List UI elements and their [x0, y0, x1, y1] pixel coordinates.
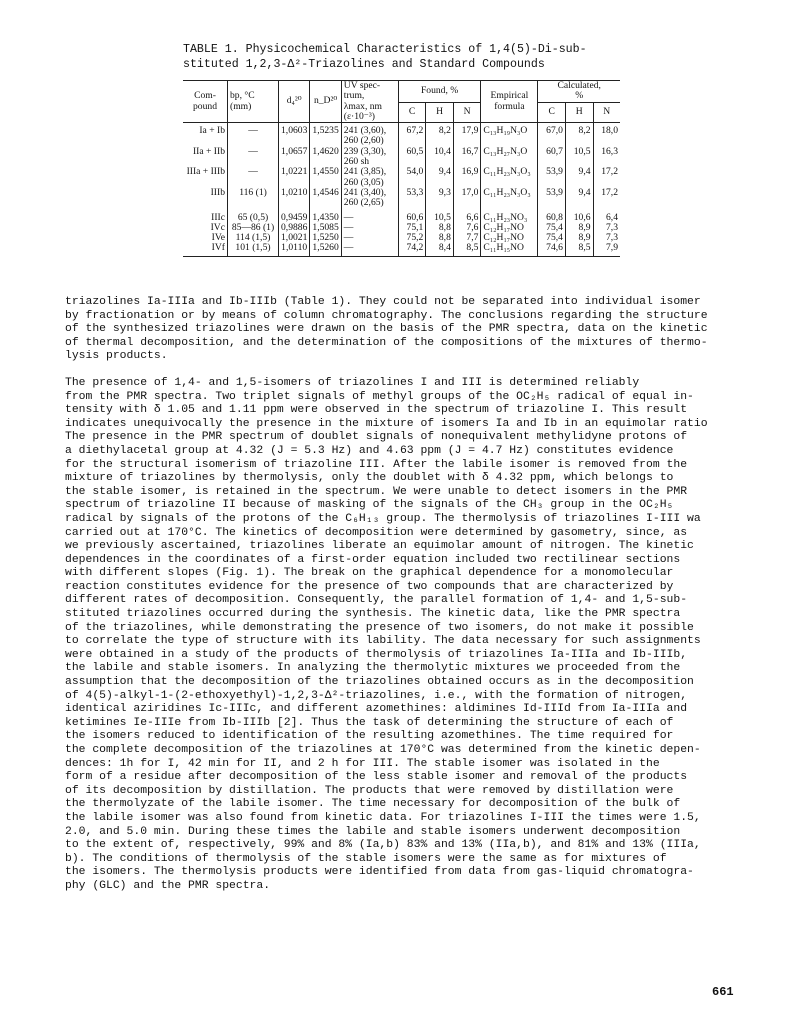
cell-found-c: 75,2 — [398, 233, 426, 243]
col-refractive-index: n_D²⁰ — [310, 81, 341, 123]
page-number: 661 — [712, 985, 734, 999]
cell-found-h: 8,8 — [426, 223, 454, 233]
cell-formula: C₁₁H₂₃NO₃ — [481, 209, 538, 223]
cell-found-h: 10,5 — [426, 209, 454, 223]
cell-compound: IIIc — [211, 211, 225, 223]
cell-calc-c: 75,4 — [538, 233, 566, 243]
cell-compound: Ia + Ib — [183, 123, 228, 147]
paragraph: The presence of 1,4- and 1,5-isomers of triazolines I and III is determined reliably from the PMR spectra. Two triplet signals of methyl groups of the OC₂H₅ radical of equal in- tensity with δ 1.05 and 1.11 ppm were observed in the spectrum of triazoline I. This result indicates unequivocally the presence in the mixture of isomers Ia and Ib in an equimolar ratio The presence in the PMR spectrum of doublet signals of nonequivalent methylidyne protons of a diethylacetal group at 4.32 (J = 5.3 Hz) and 4.63 ppm (J = 4.7 Hz) constitutes evidence for the structural isomerism of triazoline III. After the labile isomer is removed from the mixture of triazolines by thermolysis, only the doublet with δ 4.32 ppm, which belongs to the stable isomer, is retained in the spectrum. We were unable to detect isomers in the PMR spectrum of triazoline II because of masking of the signals of the CH₃ group in the OC₂H₅ radical by signals of the protons of the C₆H₁₃ group. The thermolysis of triazolines I-III wa carried out at 170°C. The kinetics of decomposition were determined by gasometry, since, as we previously ascertained, triazolines liberate an equimolar amount of nitrogen. The kinetic dependences in the coordinates of a first-order equation included two rectilinear sections with different slopes (Fig. 1). The break on the graphical dependence for a monomolecular reaction constitutes evidence for the presence of two compounds that are characterized by different rates of decomposition. Consequently, the parallel formation of 1,4- and 1,5-sub- stituted triazolines occurred during the synthesis. The kinetic data, like the PMR spectra of the triazolines, while demonstrating the presence of two isomers, do not make it possible to correlate the type of structure with its lability. The data necessary for such assignments were obtained in a study of the products of thermolysis of triazolines Ia-IIIa and Ib-IIIb, the labile and stable isomers. In analyzing the thermolytic mixtures we proceeded from the assumption that the decomposition of the triazolines obtained occurs as in the decomposition of 4(5)-alkyl-1-(2-ethoxyethyl)-1,2,3-Δ²-triazolines, i.e., with the formation of nitrogen, identical aziridines Ic-IIIc, and different azomethines: aldimines Id-IIId from Ia-IIIa and ketimines Ie-IIIe from Ib-IIIb [2]. Thus the task of determining the structure of each of the isomers reduced to identification of the resulting azomethines. The time required for the complete decomposition of the triazolines at 170°C was determined from the kinetic depen- dences: 1h for I, 42 min for II, and 2 h for III. The stable isomer was isolated in the form of a residue after decomposition of the less stable isomer and removal of the products of its decomposition by distillation. The products that were removed by distillation were the thermolyzate of the labile isomer. The time necessary for decomposition of the bulk of the labile isomer was also found from kinetic data. For triazolines I-III the times were 1.5, 2.0, and 5.0 min. During these times the labile and stable isomers underwent decomposition to the extent of, respectively, 99% and 8% (Ia,b) 83% and 13% (IIa,b), and 81% and 13% (IIIa, b). The conditions of thermolysis of the stable isomers were the same as for mixtures of the isomers. The thermolysis products were identified from data from gas-liquid chromatogra- phy (GLC) and the PMR spectra. — [65, 376, 708, 892]
cell-found-h: 10,4 — [426, 147, 454, 168]
col-found-c: C — [398, 102, 426, 123]
cell-calc-h: 10,6 — [565, 209, 593, 223]
table-row — [183, 167, 620, 188]
cell-found-n: 6,6 — [453, 209, 481, 223]
cell-density: 1,0221 — [279, 167, 310, 188]
cell-found-n: 16,7 — [453, 147, 481, 168]
cell-density: 0,9459 — [279, 209, 310, 223]
table-row — [183, 123, 620, 147]
cell-formula: C₁₂H₁₇NO — [481, 223, 538, 233]
cell-calc-n: 16,3 — [593, 147, 620, 168]
cell-calc-h: 9,4 — [565, 167, 593, 188]
cell-found-c: 53,3 — [398, 188, 426, 209]
cell-formula: C₁₁H₁₅NO — [481, 243, 538, 256]
cell-bp: 65 (0,5) — [228, 209, 279, 223]
cell-density: 1,0603 — [279, 123, 310, 147]
cell-found-c: 67,2 — [398, 123, 426, 147]
cell-uv: — — [341, 223, 398, 233]
cell-compound: IIIb — [210, 186, 225, 198]
cell-calc-h: 8,9 — [565, 223, 593, 233]
col-found: Found, % — [398, 81, 481, 103]
col-found-n: N — [453, 102, 481, 123]
col-calc-h: H — [565, 102, 593, 123]
col-density: d₄²⁰ — [279, 81, 310, 123]
cell-bp: 101 (1,5) — [228, 243, 279, 256]
col-calculated: Calculated, % — [538, 81, 620, 103]
cell-compound: IVf — [183, 243, 228, 256]
cell-formula: C₁₃H₁₉N₃O — [481, 123, 538, 147]
cell-calc-n: 6,4 — [593, 209, 620, 223]
cell-uv: — — [341, 209, 398, 223]
cell-found-n: 8,5 — [453, 243, 481, 256]
cell-found-h: 8,4 — [426, 243, 454, 256]
cell-bp: 114 (1,5) — [228, 233, 279, 243]
col-bp: bp, °C (mm) — [228, 81, 279, 123]
cell-found-n: 7,6 — [453, 223, 481, 233]
cell-formula: C₁₃H₂₇N₃O — [481, 147, 538, 168]
cell-calc-h: 8,2 — [565, 123, 593, 147]
cell-uv: 241 (3,85), 260 (3,05) — [341, 167, 398, 188]
cell-calc-h: 10,5 — [565, 147, 593, 168]
cell-found-h: 8,8 — [426, 233, 454, 243]
cell-calc-n: 17,2 — [593, 188, 620, 209]
cell-refractive-index: 1,5085 — [310, 223, 341, 233]
cell-found-h: 9,3 — [426, 188, 454, 209]
cell-uv: — — [341, 243, 398, 256]
cell-found-n: 7,7 — [453, 233, 481, 243]
cell-density: 1,0110 — [279, 243, 310, 256]
cell-bp: 116 (1) — [228, 188, 279, 209]
col-calc-c: C — [538, 102, 566, 123]
cell-density: 1,0021 — [279, 233, 310, 243]
cell-calc-h: 9,4 — [565, 188, 593, 209]
cell-found-c: 74,2 — [398, 243, 426, 256]
cell-found-n: 16,9 — [453, 167, 481, 188]
cell-calc-h: 8,9 — [565, 233, 593, 243]
cell-calc-c: 60,8 — [538, 209, 566, 223]
cell-uv: 239 (3,30), 260 sh — [341, 147, 398, 168]
cell-bp: — — [228, 167, 279, 188]
col-uv: UV spec- trum, λmax, nm (ε·10⁻³) — [341, 81, 398, 123]
col-found-h: H — [426, 102, 454, 123]
paragraph: triazolines Ia-IIIa and Ib-IIIb (Table 1). They could not be separated into individual isomer by fractionation or by means of column chromatography. The conclusions regarding the structure of the synthesized triazolines were drawn on the basis of the PMR spectra, data on the kinetic of thermal decomposition, and the determination of the compositions of the mixtures of thermo- lysis products. — [65, 296, 708, 363]
cell-calc-c: 67,0 — [538, 123, 566, 147]
cell-found-c: 75,1 — [398, 223, 426, 233]
cell-uv: 241 (3,40), 260 (2,65) — [341, 188, 398, 209]
cell-density: 1,0657 — [279, 147, 310, 168]
cell-found-c: 54,0 — [398, 167, 426, 188]
table-row — [183, 209, 620, 223]
table-caption: TABLE 1. Physicochemical Characteristics of 1,4(5)-Di-sub- stituted 1,2,3-Δ²-Triazolines and Standard Compounds — [183, 43, 587, 71]
cell-found-c: 60,5 — [398, 147, 426, 168]
cell-found-h: 8,2 — [426, 123, 454, 147]
cell-refractive-index: 1,5260 — [310, 243, 341, 256]
cell-formula: C₁₁H₂₃N₃O₃ — [481, 167, 538, 188]
cell-density: 0,9886 — [279, 223, 310, 233]
cell-formula: C₁₂H₁₇NO — [481, 233, 538, 243]
cell-compound: IVc — [210, 221, 225, 233]
cell-found-h: 9,4 — [426, 167, 454, 188]
cell-bp: — — [228, 123, 279, 147]
cell-bp: 85—86 (1) — [228, 223, 279, 233]
col-compound: Com- pound — [183, 81, 228, 123]
cell-calc-n: 7,3 — [593, 223, 620, 233]
body-text — [65, 296, 737, 894]
cell-calc-n: 17,2 — [593, 167, 620, 188]
cell-uv: 241 (3,60), 260 (2,60) — [341, 123, 398, 147]
cell-calc-c: 53,9 — [538, 188, 566, 209]
col-calc-n: N — [593, 102, 620, 123]
table-row — [183, 147, 620, 168]
cell-calc-c: 53,9 — [538, 167, 566, 188]
cell-compound: IVe — [211, 232, 225, 244]
data-table — [183, 80, 620, 257]
col-formula: Empirical formula — [481, 81, 538, 123]
cell-formula: C₁₁H₂₃N₃O₃ — [481, 188, 538, 209]
cell-calc-c: 74,6 — [538, 243, 566, 256]
table-row — [183, 188, 620, 209]
cell-uv: — — [341, 233, 398, 243]
cell-calc-h: 8,5 — [565, 243, 593, 256]
cell-refractive-index: 1,4350 — [310, 209, 341, 223]
cell-found-n: 17,9 — [453, 123, 481, 147]
cell-calc-n: 18,0 — [593, 123, 620, 147]
cell-refractive-index: 1,5235 — [310, 123, 341, 147]
cell-refractive-index: 1,4550 — [310, 167, 341, 188]
cell-refractive-index: 1,4546 — [310, 188, 341, 209]
cell-calc-c: 60,7 — [538, 147, 566, 168]
cell-bp: — — [228, 147, 279, 168]
table-row — [183, 243, 620, 256]
cell-refractive-index: 1,5250 — [310, 233, 341, 243]
cell-found-c: 60,6 — [398, 209, 426, 223]
cell-compound: IIa + IIb — [192, 145, 225, 157]
cell-calc-n: 7,3 — [593, 233, 620, 243]
cell-calc-n: 7,9 — [593, 243, 620, 256]
cell-compound: IIIa + IIIb — [186, 166, 225, 178]
cell-calc-c: 75,4 — [538, 223, 566, 233]
cell-density: 1,0210 — [279, 188, 310, 209]
cell-found-n: 17,0 — [453, 188, 481, 209]
cell-refractive-index: 1,4620 — [310, 147, 341, 168]
